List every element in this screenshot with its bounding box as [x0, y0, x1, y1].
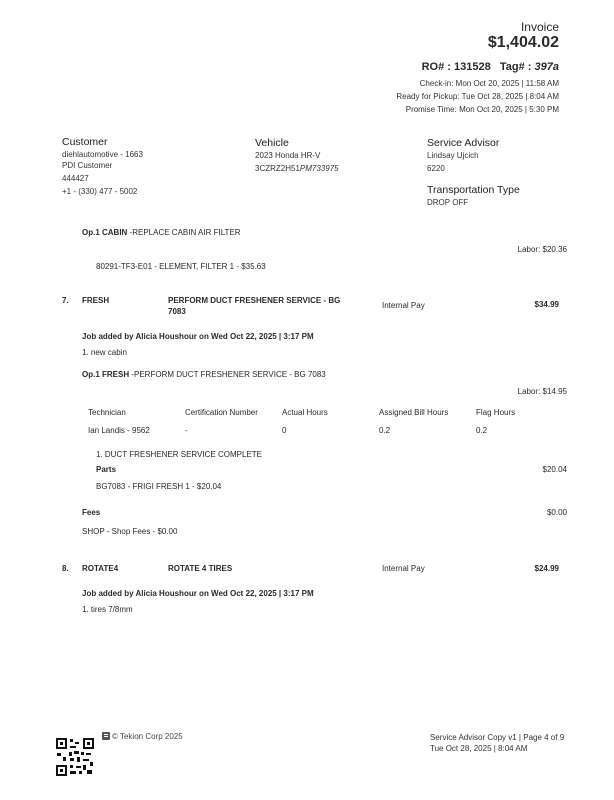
job7-added-by: Job added by Alicia Houshour on Wed Oct 22, 2025 | 3:17 PM: [82, 332, 314, 341]
check-in-time: Check-in: Mon Oct 20, 2025 | 11:58 AM: [419, 79, 559, 88]
tech-header-actual-hours: Actual Hours: [282, 408, 328, 417]
promise-time: Promise Time: Mon Oct 20, 2025 | 5:30 PM: [405, 105, 559, 114]
job8-pay-type: Internal Pay: [382, 564, 425, 573]
tech-cell-actual-hours: 0: [282, 426, 287, 435]
ro-tag-line: [422, 61, 559, 73]
vehicle-model: 2023 Honda HR-V: [255, 151, 321, 160]
job8-note: 1. tires 7/8mm: [82, 605, 133, 614]
job7-op-line: [82, 370, 326, 379]
footer-copyright-text: © Tekion Corp 2025: [112, 732, 183, 741]
job7-fee-line: SHOP - Shop Fees - $0.00: [82, 527, 178, 536]
vehicle-heading: Vehicle: [255, 137, 289, 149]
job7-pay-type: Internal Pay: [382, 301, 425, 310]
job7-number: 7.: [62, 296, 69, 305]
job7-parts-total: $20.04: [542, 465, 567, 474]
job7-parts-heading: Parts: [96, 465, 117, 474]
tekion-logo-icon: [102, 732, 110, 740]
tech-header-certification: Certification Number: [185, 408, 258, 417]
job8-number: 8.: [62, 564, 69, 573]
invoice-total: $1,404.02: [487, 34, 559, 51]
job7-code: FRESH: [82, 296, 110, 305]
job7-fees-total: $0.00: [546, 508, 567, 517]
transportation-heading: Transportation Type: [427, 184, 520, 196]
customer-heading: Customer: [62, 136, 108, 148]
footer-date: Tue Oct 28, 2025 | 8:04 AM: [430, 744, 528, 753]
job7-desc-line2: 7083: [168, 307, 186, 316]
job7-labor: Labor: $14.95: [517, 387, 567, 396]
qr-code: [56, 738, 94, 776]
tech-header-assigned-bill-hours: Assigned Bill Hours: [379, 408, 449, 417]
footer-copyright: [102, 732, 183, 741]
vin-prefix: 3CZRZ2H51: [255, 164, 300, 173]
tech-cell-certification: -: [185, 426, 188, 435]
service-advisor-heading: Service Advisor: [427, 137, 500, 149]
tech-cell-assigned-bill-hours: 0.2: [379, 426, 391, 435]
footer-copy-info: Service Advisor Copy v1 | Page 4 of 9: [430, 733, 565, 742]
cabin-op-line: [82, 228, 241, 237]
job7-desc-line1: PERFORM DUCT FRESHENER SERVICE - BG: [168, 296, 341, 305]
customer-line2: PDI Customer: [62, 161, 113, 170]
job7-note: 1. new cabin: [82, 348, 127, 357]
vin-suffix: PM733975: [299, 164, 339, 173]
vehicle-vin: [255, 164, 339, 173]
job7-amount: $34.99: [534, 300, 559, 309]
job7-part-line: BG7083 - FRIGI FRESH 1 - $20.04: [96, 482, 222, 491]
customer-line1: diehlautomotive - 1663: [62, 150, 143, 159]
tech-header-flag-hours: Flag Hours: [476, 408, 516, 417]
transportation-value: DROP OFF: [427, 198, 469, 207]
cabin-part-line: 80291-TF3-E01 - ELEMENT, FILTER 1 - $35.63: [96, 262, 266, 271]
job8-desc: ROTATE 4 TIRES: [168, 564, 233, 573]
tech-cell-flag-hours: 0.2: [476, 426, 488, 435]
service-advisor-number: 6220: [427, 164, 445, 173]
ready-for-pickup-time: Ready for Pickup: Tue Oct 28, 2025 | 8:04 AM: [396, 92, 559, 101]
cabin-labor: Labor: $20.36: [517, 245, 567, 254]
job7-complete-note: 1. DUCT FRESHENER SERVICE COMPLETE: [96, 450, 262, 459]
cabin-op-desc: -REPLACE CABIN AIR FILTER: [127, 228, 241, 237]
customer-line3: 444427: [62, 174, 89, 183]
tag-value: 397a: [534, 61, 559, 73]
tech-header-technician: Technician: [88, 408, 126, 417]
job8-amount: $24.99: [534, 564, 559, 573]
job8-added-by: Job added by Alicia Houshour on Wed Oct 22, 2025 | 3:17 PM: [82, 589, 314, 598]
tag-label: Tag# :: [499, 61, 535, 73]
job7-op-desc: -PERFORM DUCT FRESHENER SERVICE - BG 7083: [129, 370, 326, 379]
job7-fees-heading: Fees: [82, 508, 101, 517]
invoice-title: Invoice: [520, 20, 559, 34]
job7-op-label: Op.1 FRESH: [82, 370, 130, 379]
job8-code: ROTATE4: [82, 564, 119, 573]
ro-number: RO# : 131528: [421, 61, 491, 73]
cabin-op-label: Op.1 CABIN: [82, 228, 128, 237]
customer-phone: +1 - (330) 477 - 5002: [62, 187, 138, 196]
service-advisor-name: Lindsay Ujcich: [427, 151, 479, 160]
tech-cell-technician: Ian Landis - 9562: [88, 426, 150, 435]
